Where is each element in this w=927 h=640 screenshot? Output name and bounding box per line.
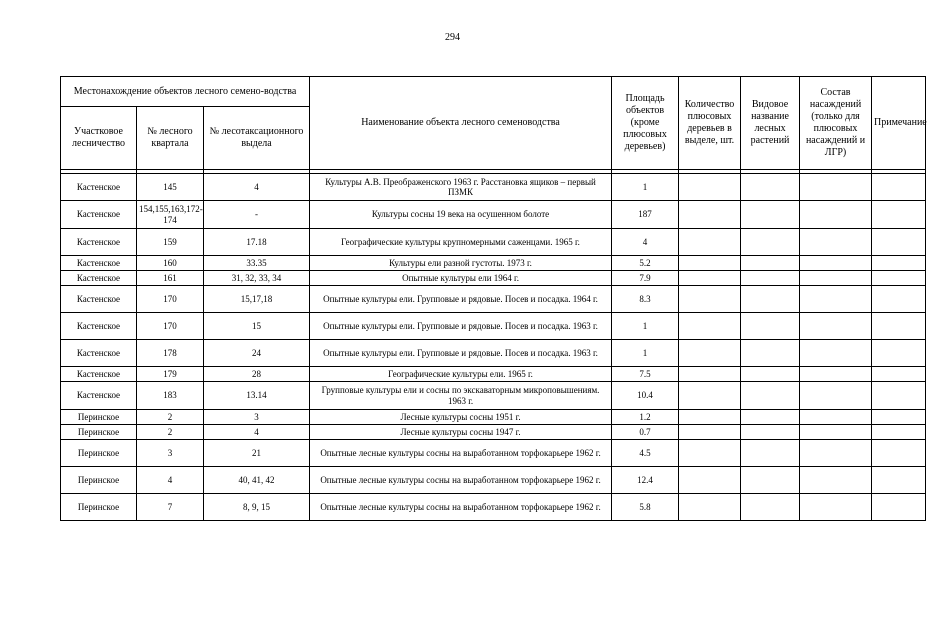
cell-forestry: Кастенское <box>61 340 137 367</box>
cell-area: 12.4 <box>612 467 679 494</box>
cell-plus-trees <box>679 367 741 382</box>
cell-name: Лесные культуры сосны 1951 г. <box>310 410 612 425</box>
header-forestry: Участковое лесничество <box>61 107 137 170</box>
cell-name: Географические культуры крупномерными саженцами. 1965 г. <box>310 229 612 256</box>
cell-quarter: 179 <box>137 367 204 382</box>
cell-subcompartment: 15 <box>204 313 310 340</box>
cell-quarter: 170 <box>137 286 204 313</box>
header-subcompartment: № лесотаксационного выдела <box>204 107 310 170</box>
cell-note <box>872 340 926 367</box>
table-row <box>61 229 926 256</box>
header-location-group: Местонахождение объектов лесного семено-водства <box>61 77 310 107</box>
cell-plus-trees <box>679 286 741 313</box>
cell-forestry: Перинское <box>61 494 137 521</box>
cell-plus-trees <box>679 440 741 467</box>
cell-note <box>872 425 926 440</box>
cell-composition <box>800 229 872 256</box>
cell-quarter: 2 <box>137 410 204 425</box>
cell-plus-trees <box>679 382 741 410</box>
cell-species <box>741 286 800 313</box>
cell-quarter: 2 <box>137 425 204 440</box>
cell-name: Опытные лесные культуры сосны на выработанном торфокарьере 1962 г. <box>310 440 612 467</box>
cell-name: Опытные лесные культуры сосны на выработанном торфокарьере 1962 г. <box>310 494 612 521</box>
cell-subcompartment: 33.35 <box>204 256 310 271</box>
cell-plus-trees <box>679 425 741 440</box>
table-row <box>61 410 926 425</box>
cell-quarter: 160 <box>137 256 204 271</box>
cell-name: Культуры А.В. Преображенского 1963 г. Расстановка ящиков – первый ПЗМК <box>310 174 612 201</box>
cell-plus-trees <box>679 174 741 201</box>
table-row <box>61 340 926 367</box>
cell-composition <box>800 256 872 271</box>
cell-forestry: Кастенское <box>61 313 137 340</box>
cell-name: Лесные культуры сосны 1947 г. <box>310 425 612 440</box>
cell-forestry: Перинское <box>61 410 137 425</box>
table-row <box>61 286 926 313</box>
cell-quarter: 7 <box>137 494 204 521</box>
cell-name: Опытные культуры ели. Групповые и рядовые. Посев и посадка. 1964 г. <box>310 286 612 313</box>
table-row <box>61 271 926 286</box>
cell-plus-trees <box>679 340 741 367</box>
table-row <box>61 313 926 340</box>
cell-name: Опытные лесные культуры сосны на выработанном торфокарьере 1962 г. <box>310 467 612 494</box>
cell-area: 1.2 <box>612 410 679 425</box>
cell-note <box>872 256 926 271</box>
cell-quarter: 4 <box>137 467 204 494</box>
cell-note <box>872 494 926 521</box>
cell-area: 10.4 <box>612 382 679 410</box>
page-number: 294 <box>445 32 460 43</box>
cell-species <box>741 271 800 286</box>
cell-composition <box>800 340 872 367</box>
cell-quarter: 3 <box>137 440 204 467</box>
cell-forestry: Кастенское <box>61 174 137 201</box>
cell-subcompartment: 28 <box>204 367 310 382</box>
cell-note <box>872 286 926 313</box>
table-row <box>61 467 926 494</box>
cell-name: Опытные культуры ели. Групповые и рядовые. Посев и посадка. 1963 г. <box>310 313 612 340</box>
cell-area: 1 <box>612 340 679 367</box>
cell-note <box>872 271 926 286</box>
cell-species <box>741 367 800 382</box>
cell-composition <box>800 174 872 201</box>
cell-subcompartment: 8, 9, 15 <box>204 494 310 521</box>
cell-composition <box>800 382 872 410</box>
cell-species <box>741 340 800 367</box>
cell-name: Опытные культуры ели. Групповые и рядовые. Посев и посадка. 1963 г. <box>310 340 612 367</box>
cell-forestry: Кастенское <box>61 201 137 229</box>
cell-plus-trees <box>679 256 741 271</box>
cell-subcompartment: 4 <box>204 425 310 440</box>
cell-plus-trees <box>679 313 741 340</box>
cell-area: 1 <box>612 313 679 340</box>
cell-species <box>741 467 800 494</box>
cell-composition <box>800 425 872 440</box>
cell-species <box>741 313 800 340</box>
cell-name: Культуры сосны 19 века на осушенном болоте <box>310 201 612 229</box>
cell-note <box>872 382 926 410</box>
cell-species <box>741 425 800 440</box>
cell-area: 8.3 <box>612 286 679 313</box>
cell-species <box>741 229 800 256</box>
cell-forestry: Кастенское <box>61 256 137 271</box>
table-row <box>61 440 926 467</box>
cell-quarter: 170 <box>137 313 204 340</box>
cell-composition <box>800 440 872 467</box>
cell-species <box>741 440 800 467</box>
table-body <box>61 170 926 521</box>
header-quarter: № лесного квартала <box>137 107 204 170</box>
cell-note <box>872 367 926 382</box>
cell-species <box>741 410 800 425</box>
cell-forestry: Перинское <box>61 467 137 494</box>
cell-subcompartment: 15,17,18 <box>204 286 310 313</box>
cell-plus-trees <box>679 467 741 494</box>
cell-composition <box>800 410 872 425</box>
table-row <box>61 494 926 521</box>
cell-quarter: 161 <box>137 271 204 286</box>
cell-species <box>741 494 800 521</box>
cell-plus-trees <box>679 271 741 286</box>
cell-name: Групповые культуры ели и сосны по экскаваторным микроповышениям. 1963 г. <box>310 382 612 410</box>
cell-name: Культуры ели разной густоты. 1973 г. <box>310 256 612 271</box>
table-row <box>61 201 926 229</box>
cell-subcompartment: 13.14 <box>204 382 310 410</box>
cell-note <box>872 410 926 425</box>
cell-composition <box>800 201 872 229</box>
cell-subcompartment: 4 <box>204 174 310 201</box>
cell-name: Географические культуры ели. 1965 г. <box>310 367 612 382</box>
cell-subcompartment: - <box>204 201 310 229</box>
cell-plus-trees <box>679 494 741 521</box>
cell-forestry: Кастенское <box>61 271 137 286</box>
header-area: Площадь объектов (кроме плюсовых деревьев) <box>612 77 679 170</box>
cell-area: 4.5 <box>612 440 679 467</box>
cell-quarter: 145 <box>137 174 204 201</box>
cell-subcompartment: 17.18 <box>204 229 310 256</box>
cell-area: 187 <box>612 201 679 229</box>
cell-plus-trees <box>679 410 741 425</box>
cell-subcompartment: 24 <box>204 340 310 367</box>
table-row <box>61 382 926 410</box>
cell-species <box>741 201 800 229</box>
cell-species <box>741 256 800 271</box>
cell-forestry: Кастенское <box>61 382 137 410</box>
table-header <box>61 77 926 170</box>
cell-subcompartment: 21 <box>204 440 310 467</box>
cell-subcompartment: 31, 32, 33, 34 <box>204 271 310 286</box>
cell-species <box>741 174 800 201</box>
cell-quarter: 159 <box>137 229 204 256</box>
header-species: Видовое название лесных растений <box>741 77 800 170</box>
cell-area: 7.5 <box>612 367 679 382</box>
cell-quarter: 183 <box>137 382 204 410</box>
cell-plus-trees <box>679 201 741 229</box>
cell-subcompartment: 40, 41, 42 <box>204 467 310 494</box>
cell-forestry: Кастенское <box>61 367 137 382</box>
cell-area: 5.8 <box>612 494 679 521</box>
table-row <box>61 256 926 271</box>
cell-area: 5.2 <box>612 256 679 271</box>
cell-composition <box>800 286 872 313</box>
cell-composition <box>800 467 872 494</box>
cell-quarter: 178 <box>137 340 204 367</box>
cell-composition <box>800 367 872 382</box>
forest-seed-objects-table <box>60 76 926 521</box>
cell-subcompartment: 3 <box>204 410 310 425</box>
cell-note <box>872 440 926 467</box>
table-row <box>61 174 926 201</box>
cell-forestry: Кастенское <box>61 286 137 313</box>
header-object-name: Наименование объекта лесного семеноводства <box>310 77 612 170</box>
cell-species <box>741 382 800 410</box>
cell-area: 0.7 <box>612 425 679 440</box>
header-plus-trees: Количество плюсовых деревьев в выделе, шт. <box>679 77 741 170</box>
cell-area: 4 <box>612 229 679 256</box>
cell-quarter: 154,155,163,172-174 <box>137 201 204 229</box>
cell-note <box>872 467 926 494</box>
cell-composition <box>800 494 872 521</box>
header-composition: Состав насаждений (только для плюсовых насаждений и ЛГР) <box>800 77 872 170</box>
cell-area: 7.9 <box>612 271 679 286</box>
cell-area: 1 <box>612 174 679 201</box>
table-row <box>61 425 926 440</box>
cell-composition <box>800 271 872 286</box>
cell-name: Опытные культуры ели 1964 г. <box>310 271 612 286</box>
cell-forestry: Перинское <box>61 440 137 467</box>
table-row <box>61 367 926 382</box>
cell-plus-trees <box>679 229 741 256</box>
cell-note <box>872 229 926 256</box>
cell-note <box>872 174 926 201</box>
header-note: Примечание <box>872 77 926 170</box>
cell-forestry: Кастенское <box>61 229 137 256</box>
cell-note <box>872 201 926 229</box>
cell-composition <box>800 313 872 340</box>
cell-forestry: Перинское <box>61 425 137 440</box>
cell-note <box>872 313 926 340</box>
